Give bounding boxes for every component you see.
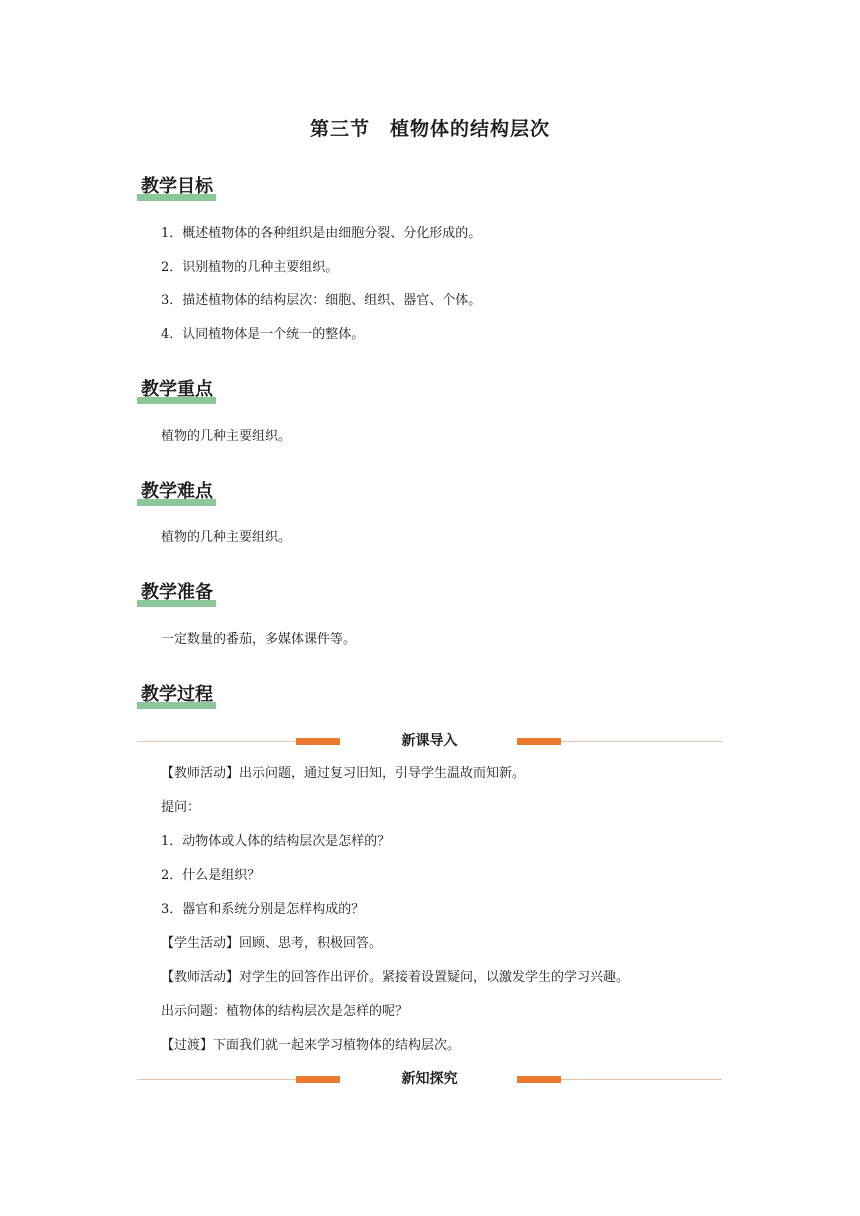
section-heading-key-points: 教学重点: [137, 379, 216, 404]
intro-line: 【教师活动】出示问题，通过复习旧知，引导学生温故而知新。: [161, 766, 526, 781]
divider-rule: [561, 1079, 722, 1080]
divider-label: 新知探究: [401, 1071, 458, 1087]
divider-intro: [137, 731, 722, 751]
objective-item: 1．概述植物体的各种组织是由细胞分裂、分化形成的。: [161, 226, 482, 241]
section-heading-difficulties: 教学难点: [137, 481, 216, 506]
intro-line: 出示问题：植物体的结构层次是怎样的呢？: [161, 1004, 409, 1019]
divider-label: 新课导入: [401, 733, 458, 749]
objective-item: 4．认同植物体是一个统一的整体。: [161, 327, 365, 342]
divider-bar: [517, 1076, 561, 1083]
intro-line: 3．器官和系统分别是怎样构成的？: [161, 902, 365, 917]
objective-item: 3．描述植物体的结构层次：细胞、组织、器官、个体。: [161, 293, 482, 308]
objective-item: 2．识别植物的几种主要组织。: [161, 260, 339, 275]
divider-explore: [137, 1069, 722, 1089]
intro-line: 提问：: [161, 800, 201, 815]
intro-line: 1．动物体或人体的结构层次是怎样的？: [161, 834, 391, 849]
intro-line: 2．什么是组织？: [161, 868, 261, 883]
section-heading-preparation: 教学准备: [137, 582, 216, 607]
section-heading-process: 教学过程: [137, 684, 216, 709]
key-points-text: 植物的几种主要组织。: [161, 429, 292, 444]
difficulties-text: 植物的几种主要组织。: [161, 530, 292, 545]
section-heading-objectives: 教学目标: [137, 176, 216, 201]
preparation-text: 一定数量的番茄，多媒体课件等。: [161, 632, 357, 647]
page-title: 第三节 植物体的结构层次: [309, 118, 550, 140]
divider-rule: [561, 741, 722, 742]
intro-line: 【教师活动】对学生的回答作出评价。紧接着设置疑问，以激发学生的学习兴趣。: [161, 970, 630, 985]
intro-line: 【过渡】下面我们就一起来学习植物体的结构层次。: [161, 1038, 461, 1053]
divider-bar: [517, 738, 561, 745]
intro-line: 【学生活动】回顾、思考，积极回答。: [161, 936, 383, 951]
